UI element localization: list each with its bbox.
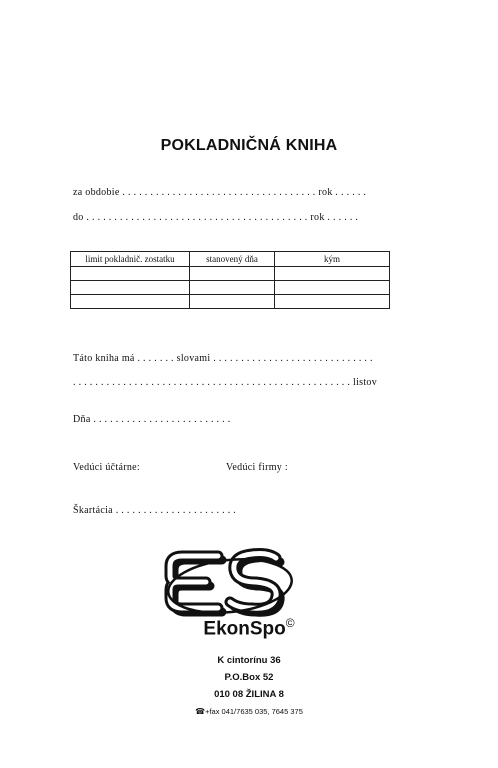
date-line: Dňa . . . . . . . . . . . . . . . . . . . . . . . . . bbox=[73, 414, 231, 425]
address-po-box: P.O.Box 52 bbox=[224, 672, 274, 683]
table-cell bbox=[190, 281, 275, 295]
table-cell bbox=[275, 295, 390, 309]
copyright-symbol: © bbox=[285, 616, 295, 630]
brand-name-text: EkonSpo bbox=[203, 618, 286, 640]
pages-words-line: . . . . . . . . . . . . . . . . . . . . . . . . . . . . . . . . . . . . . . . . . . . . . . . . . . listov bbox=[73, 377, 378, 388]
address-street: K cintorínu 36 bbox=[217, 655, 281, 666]
document-title: POKLADNIČNÁ KNIHA bbox=[160, 137, 338, 154]
limit-table-header-row bbox=[71, 252, 390, 267]
pages-count-line: Táto kniha má . . . . . . . slovami . . . . . . . . . . . . . . . . . . . . . . . . . . . . . bbox=[73, 353, 373, 364]
accountant-signature-label: Vedúci účtárne: bbox=[73, 462, 140, 473]
table-cell bbox=[71, 295, 190, 309]
limit-header-by-whom: kým bbox=[275, 252, 390, 267]
phone-fax-line bbox=[0, 707, 498, 716]
limit-header-amount: limit pokladnič. zostatku bbox=[71, 252, 190, 267]
period-to-line: do . . . . . . . . . . . . . . . . . . . . . . . . . . . . . . . . . . . . . . . . rok . . . . . . bbox=[73, 212, 359, 223]
table-row bbox=[71, 267, 390, 281]
telephone-icon: ☎ bbox=[195, 707, 206, 716]
shredding-line: Škartácia . . . . . . . . . . . . . . . . . . . . . . bbox=[73, 505, 237, 516]
director-signature-label: Vedúci firmy : bbox=[226, 462, 288, 473]
table-cell bbox=[190, 267, 275, 281]
phone-fax-text: +fax 041/7635 035, 7645 375 bbox=[205, 707, 303, 716]
table-cell bbox=[275, 281, 390, 295]
es-logo-graphic bbox=[160, 542, 320, 622]
address-city: 010 08 ŽILINA 8 bbox=[214, 689, 284, 700]
table-row bbox=[71, 281, 390, 295]
table-row bbox=[71, 295, 390, 309]
table-cell bbox=[275, 267, 390, 281]
table-cell bbox=[190, 295, 275, 309]
limit-table bbox=[70, 251, 390, 309]
table-cell bbox=[71, 267, 190, 281]
period-from-line: za obdobie . . . . . . . . . . . . . . . . . . . . . . . . . . . . . . . . . . . rok . . . . . . bbox=[73, 187, 367, 198]
table-cell bbox=[71, 281, 190, 295]
brand-name bbox=[0, 616, 498, 640]
limit-header-date: stanovený dňa bbox=[190, 252, 275, 267]
